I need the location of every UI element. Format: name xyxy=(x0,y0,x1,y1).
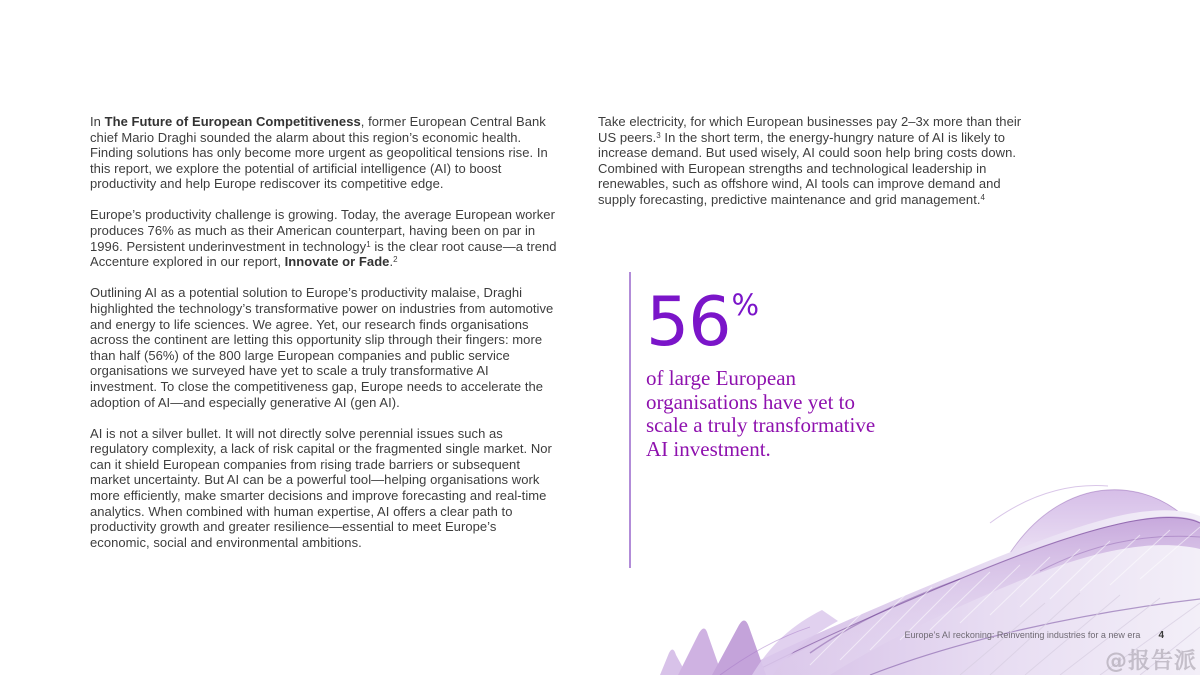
left-text-column xyxy=(90,114,559,566)
stat-callout xyxy=(629,272,898,568)
paragraph-productivity: Europe’s productivity challenge is growing. Today, the average European worker produces 76% as much as their American counterpart, having been on par in 1996. Persistent underinvestment in technology$^1$ is the clear root cause—a trend Accenture explored in our report, Innovate or Fade.$^2$ xyxy=(90,207,557,270)
stat-value: 56% xyxy=(646,283,760,362)
right-text-column xyxy=(598,114,1042,223)
paragraph-electricity: Take electricity, for which European businesses pay 2–3x more than their US peers.$^3$ In the short term, the energy-hungry nature of AI is likely to increase demand. But used wisely, AI could soon help bring costs down. Combined with European strengths and technological leadership in renewables, such as offshore wind, AI tools can improve demand and supply forecasting, predictive maintenance and grid management.$^4$ xyxy=(598,114,1022,207)
stat-percent-sign: % xyxy=(731,288,760,322)
page-number: 4 xyxy=(1158,630,1164,641)
stat-description: of large European organisations have yet to scale a truly transformative AI investment. xyxy=(646,366,876,461)
paragraph-silver-bullet: AI is not a silver bullet. It will not directly solve perennial issues such as regulatory complexity, a lack of risk capital or the fragmented single market. Nor can it shield European companies from rising trade barriers or subsequent market uncertainty. But AI can be a powerful tool—helping organisations work more efficiently, make smarter decisions and improve forecasting and real-time analytics. When combined with human expertise, AI offers a clear path to productivity growth and greater resilience—essential to meet Europe’s economic, social and environmental ambitions. xyxy=(90,425,552,550)
paragraph-draghi: Outlining AI as a potential solution to Europe’s productivity malaise, Draghi highlighted the technology’s transformative power on industries from automotive and energy to life sciences. We agree. Yet, our research finds organisations across the continent are letting this opportunity slip through their fingers: more than half (56%) of the 800 large European companies and public service organisations we surveyed have yet to scale a truly transformative AI investment. To close the competitiveness gap, Europe needs to accelerate the adoption of AI—and especially generative AI (gen AI). xyxy=(90,285,554,410)
page-footer xyxy=(904,630,1164,641)
footer-report-title: Europe’s AI reckoning: Reinventing industries for a new era xyxy=(904,630,1141,640)
paragraph-intro: In The Future of European Competitiveness, former European Central Bank chief Mario Draghi sounded the alarm about this region’s economic health. Finding solutions has only become more urgent as geopolitical tensions rise. In this report, we explore the potential of artificial intelligence (AI) to boost productivity and help Europe rediscover its competitive edge. xyxy=(90,114,548,192)
watermark: @报告派 xyxy=(1104,649,1197,674)
